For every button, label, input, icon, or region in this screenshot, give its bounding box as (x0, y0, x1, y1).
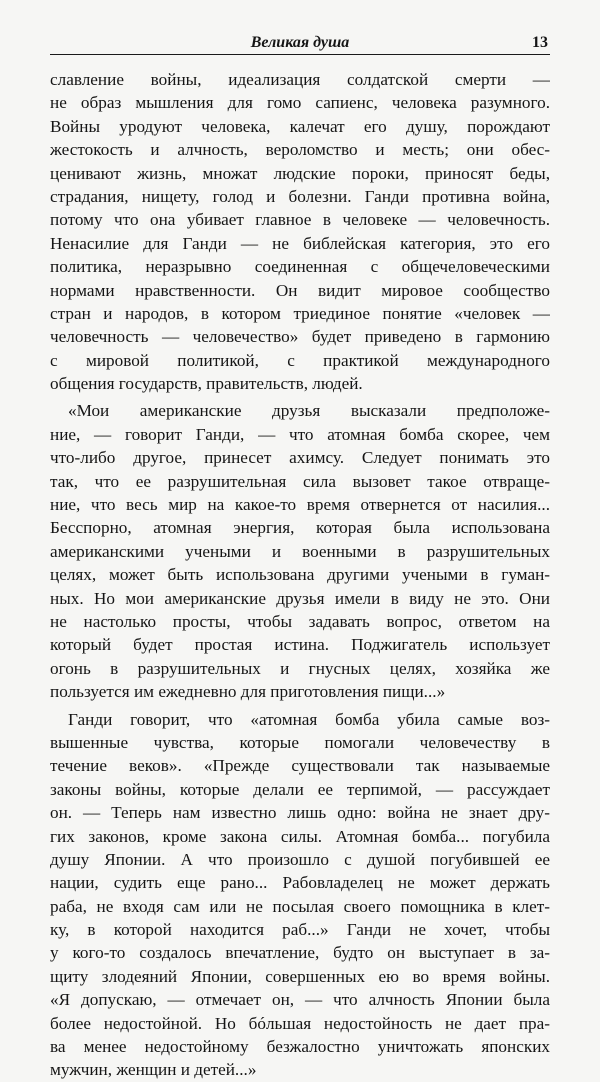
text-line: стран и народов, в котором триединое понятие «человек — (50, 303, 550, 323)
text-line: более недостойной. Но бóльшая недостойность не дает пра- (50, 1013, 550, 1033)
text-line: нации, судить еще рано... Рабовладелец не может держать (50, 873, 550, 893)
text-line: с мировой политикой, с практикой международного (50, 350, 550, 370)
text-line: Ненасилие для Ганди — не библейская категория, это его (50, 233, 550, 253)
text-line: вышенные чувства, которые помогали человечеству в (50, 732, 550, 752)
text-line: нормами нравственности. Он видит мировое сообщество (50, 280, 550, 300)
text-line: душу Японии. А что произошло с душой погубившей ее (50, 849, 550, 869)
text-line: политика, неразрывно соединенная с общечеловеческими (50, 257, 550, 277)
text-line: Войны уродуют человека, калечат его душу, порождают (50, 116, 550, 136)
text-line: американскими учеными и военными в разрушительных (50, 541, 550, 561)
running-header (50, 30, 550, 55)
text-line: «Мои американские друзья высказали предположе- (68, 401, 550, 421)
body-text (50, 68, 550, 1082)
text-line: который будет простая истина. Поджигатель использует (50, 635, 550, 655)
text-line: не настолько просты, чтобы задавать вопрос, ответом на (50, 611, 550, 631)
text-line: он. — Теперь нам известно лишь одно: война не знает дру- (50, 803, 550, 823)
text-line: пользуется им ежедневно для приготовления пищи...» (50, 682, 446, 702)
running-title: Великая душа (250, 34, 350, 51)
text-line: ние, — говорит Ганди, — что атомная бомба скорее, чем (50, 424, 550, 444)
text-line: не образ мышления для гомо сапиенс, человека разумного. (50, 93, 550, 113)
text-line: славление войны, идеализация солдатской смерти — (50, 70, 550, 89)
text-line: мужчин, женщин и детей...» (50, 1060, 257, 1080)
text-line: потому что она убивает главное в человеке — человечность. (50, 210, 550, 230)
text-line: человечность — человечество» будет приведено в гармонию (50, 327, 550, 347)
text-line: течение веков». «Прежде существовали так называемые (50, 756, 550, 776)
text-line: жестокость и алчность, вероломство и месть; они обес- (50, 140, 550, 160)
text-line: ценивают жизнь, множат людские пороки, приносят беды, (50, 163, 550, 183)
text-line: ние, что весь мир на какое-то время отвернется от насилия... (50, 495, 550, 515)
text-line: Ганди говорит, что «атомная бомба убила самые воз- (68, 709, 550, 729)
text-line: законы войны, которые делали ее терпимой, — рассуждает (50, 779, 550, 799)
text-line: ку, в которой находится раб...» Ганди не хочет, чтобы (50, 920, 550, 940)
text-line: Бесспорно, атомная энергия, которая была использована (50, 518, 550, 538)
text-line: целях, может быть использована другими учеными в гуман- (50, 565, 550, 585)
page-number: 13 (532, 34, 548, 51)
text-line: ных. Но мои американские друзья имели в виду не это. Они (50, 588, 550, 608)
text-line: страдания, нищету, голод и болезни. Ганди противна война, (50, 186, 550, 206)
text-line: раба, не входя сам или не посылая своего помощника в клет- (50, 896, 550, 916)
text-line: общения государств, правительств, людей. (50, 374, 363, 394)
text-line: у кого-то создалось впечатление, будто он выступает в за- (50, 943, 550, 963)
text-line: «Я допускаю, — отмечает он, — что алчность Японии была (50, 990, 550, 1010)
text-line: что-либо другое, принесет ахимсу. Следует понимать это (50, 448, 550, 468)
text-line: гих законов, кроме закона силы. Атомная бомба... погубила (50, 826, 550, 846)
text-line: щиту злодеяний Японии, совершенных ею во время войны. (50, 966, 550, 986)
text-line: так, что ее разрушительная сила вызовет такое отвраще- (50, 471, 550, 491)
text-line: ва менее недостойному безжалостно уничтожать японских (50, 1037, 550, 1057)
text-line: огонь в разрушительных и гнусных целях, хозяйка же (50, 658, 550, 678)
